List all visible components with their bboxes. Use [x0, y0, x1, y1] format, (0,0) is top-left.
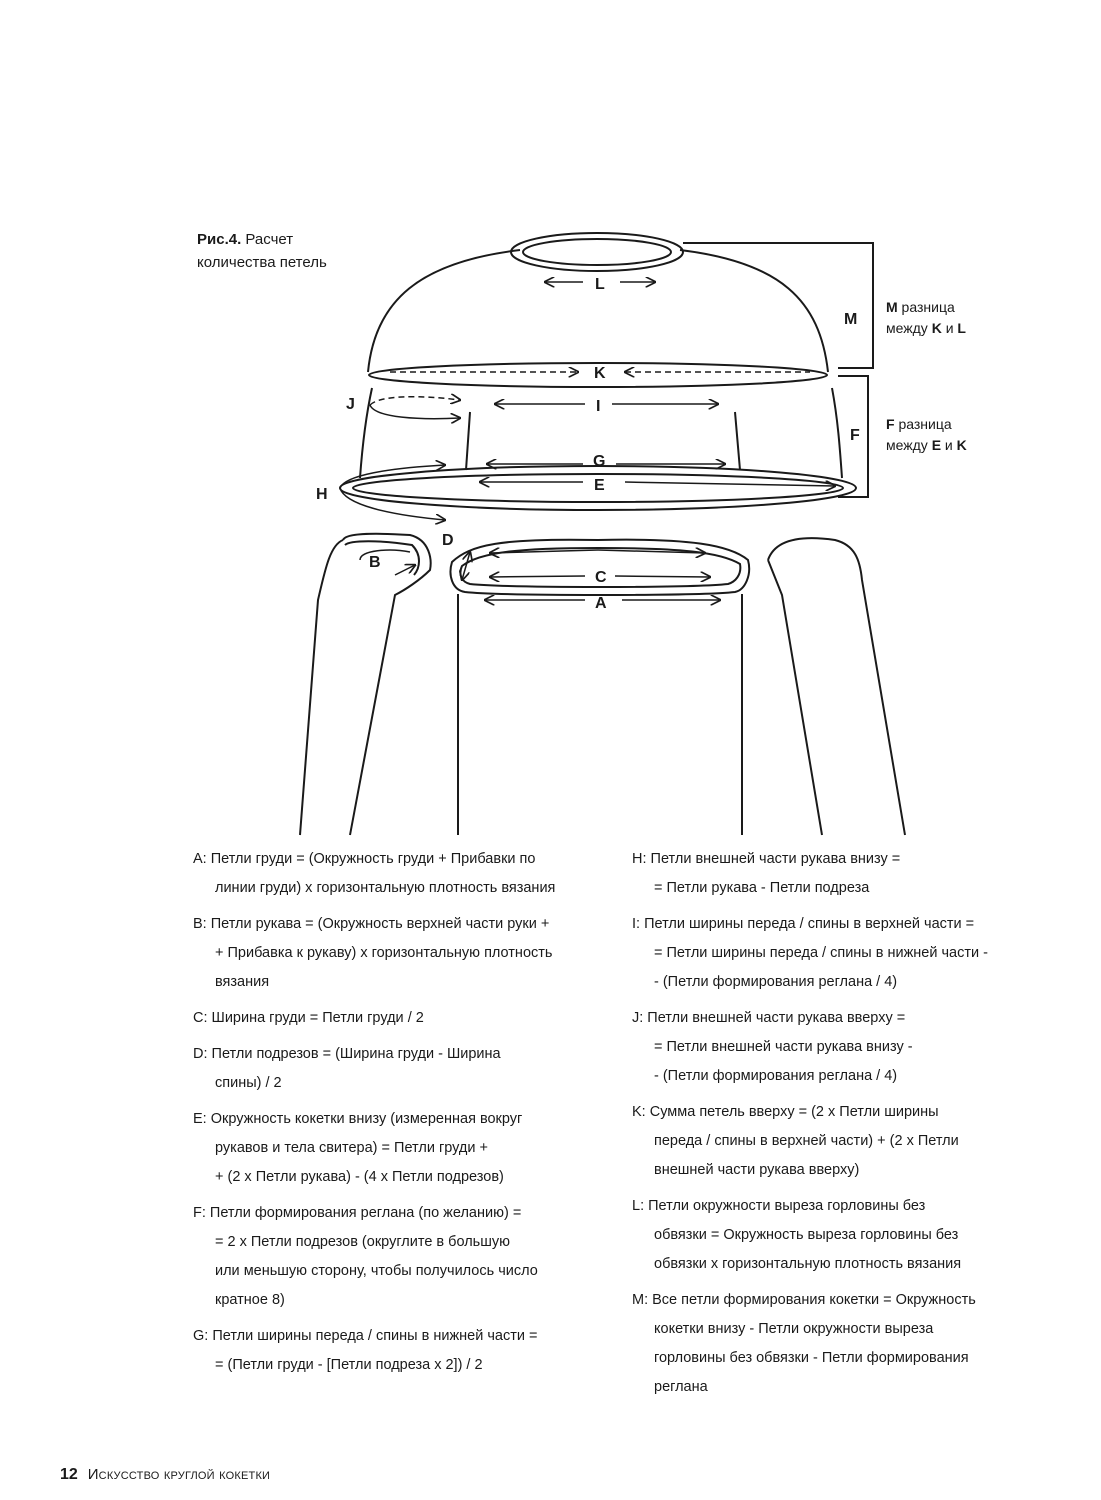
definition-g: [193, 1322, 605, 1380]
note-f-bold2: E: [931, 437, 942, 453]
label-g: G: [593, 453, 606, 470]
label-m: M: [844, 311, 858, 328]
note-f-bold3: K: [956, 437, 967, 453]
definition-j: [632, 1004, 1032, 1091]
definition-line: + Прибавка к рукаву) x горизонтальную плотность: [215, 945, 553, 961]
label-f: F: [850, 427, 860, 444]
definition-line: J: Петли внешней части рукава вверху =: [632, 1010, 906, 1026]
definition-line: = 2 x Петли подрезов (округлите в большую: [215, 1234, 510, 1250]
label-h: H: [316, 486, 328, 503]
label-d: D: [442, 532, 454, 549]
definition-h: [632, 845, 1032, 903]
definition-line: I: Петли ширины переда / спины в верхней части =: [632, 916, 975, 932]
definition-line: или меньшую сторону, чтобы получилось число: [215, 1263, 538, 1279]
label-c: C: [595, 569, 607, 586]
caption-line2: количества петель: [197, 254, 327, 271]
definition-l: [632, 1192, 1032, 1279]
left-sleeve: [300, 534, 431, 835]
definition-line: L: Петли окружности выреза горловины без: [632, 1198, 926, 1214]
definition-line: - (Петли формирования реглана / 4): [654, 974, 898, 990]
definition-line: B: Петли рукава = (Окружность верхней части руки +: [193, 916, 550, 932]
note-m-mid: и: [941, 320, 958, 336]
note-m-text1: разница: [897, 299, 955, 315]
definition-line: A: Петли груди = (Окружность груди + Прибавки по: [193, 851, 536, 867]
label-j: J: [346, 396, 355, 413]
label-i: I: [596, 398, 601, 415]
definition-k: [632, 1098, 1032, 1185]
note-f-text2: между: [886, 437, 932, 453]
definition-line: = Петли внешней части рукава внизу -: [654, 1039, 913, 1055]
left-column: [193, 845, 605, 1387]
definition-line: кратное 8): [215, 1292, 285, 1308]
definition-line: E: Окружность кокетки внизу (измеренная вокруг: [193, 1111, 523, 1127]
definition-a: [193, 845, 605, 903]
note-f-text1: разница: [894, 416, 952, 432]
definition-line: H: Петли внешней части рукава внизу =: [632, 851, 901, 867]
definition-line: переда / спины в верхней части) + (2 x Петли: [654, 1133, 959, 1149]
note-m-text2: между: [886, 320, 932, 336]
definition-line: реглана: [654, 1379, 708, 1395]
label-l: L: [595, 276, 605, 293]
definition-line: = (Петли груди - [Петли подреза x 2]) / 2: [215, 1357, 483, 1373]
caption-bold: Рис.4.: [197, 231, 242, 248]
definition-line: линии груди) x горизонтальную плотность вязания: [215, 880, 556, 896]
label-e: E: [594, 477, 605, 494]
definition-line: = Петли ширины переда / спины в нижней части -: [654, 945, 988, 961]
caption-line1: Расчет: [245, 231, 294, 248]
definition-line: C: Ширина груди = Петли груди / 2: [193, 1010, 424, 1026]
definition-line: = Петли рукава - Петли подреза: [654, 880, 870, 896]
note-f-bold1: F: [886, 416, 895, 432]
definition-line: внешней части рукава вверху): [654, 1162, 860, 1178]
note-f-mid: и: [941, 437, 957, 453]
definition-line: горловины без обвязки - Петли формирования: [654, 1350, 969, 1366]
definition-f: [193, 1199, 605, 1315]
note-m-bold3: L: [957, 320, 966, 336]
definition-line: F: Петли формирования реглана (по желанию) =: [193, 1205, 522, 1221]
right-sleeve: [768, 538, 905, 835]
definition-line: + (2 x Петли рукава) - (4 x Петли подрезов): [215, 1169, 504, 1185]
definition-line: обвязки x горизонтальную плотность вязания: [654, 1256, 962, 1272]
definition-line: M: Все петли формирования кокетки = Окружность: [632, 1292, 976, 1308]
right-column: [632, 845, 1032, 1409]
page-number: 12: [60, 1466, 78, 1483]
definition-line: D: Петли подрезов = (Ширина груди - Ширина: [193, 1046, 501, 1062]
definition-line: рукавов и тела свитера) = Петли груди +: [215, 1140, 488, 1156]
figure-caption: [197, 228, 327, 274]
book-title: Искусство круглой кокетки: [87, 1466, 271, 1483]
definition-m: [632, 1286, 1032, 1402]
label-k: K: [594, 365, 606, 382]
definition-line: обвязки = Окружность выреза горловины без: [654, 1227, 959, 1243]
definition-line: вязания: [215, 974, 270, 990]
note-f: [886, 414, 967, 456]
definition-line: спины) / 2: [215, 1075, 282, 1091]
note-m-bold1: M: [886, 299, 898, 315]
definition-line: G: Петли ширины переда / спины в нижней части =: [193, 1328, 538, 1344]
definition-line: - (Петли формирования реглана / 4): [654, 1068, 898, 1084]
definition-d: [193, 1040, 605, 1098]
definition-e: [193, 1105, 605, 1192]
definition-b: [193, 910, 605, 997]
note-m: [886, 297, 966, 339]
definition-i: [632, 910, 1032, 997]
definition-c: [193, 1004, 605, 1033]
note-m-bold2: K: [931, 320, 942, 336]
label-b: B: [369, 554, 381, 571]
definition-line: K: Сумма петель вверху = (2 x Петли ширины: [632, 1104, 939, 1120]
label-a: A: [595, 595, 607, 612]
yoke-outline: [368, 250, 828, 372]
definition-line: кокетки внизу - Петли окружности выреза: [654, 1321, 934, 1337]
page-footer: [60, 1466, 270, 1484]
